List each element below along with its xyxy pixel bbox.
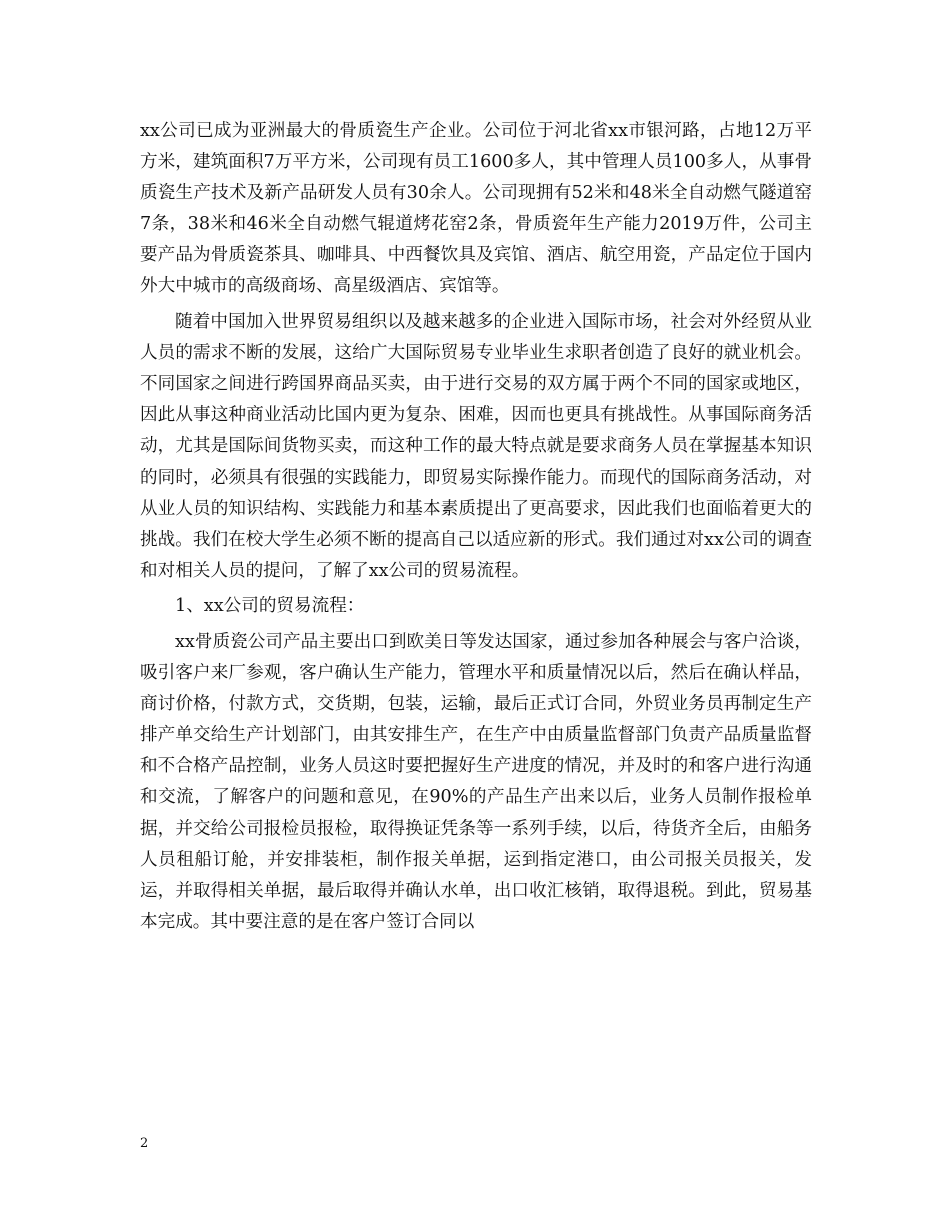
section-heading-trade-process: 1、xx公司的贸易流程：	[175, 596, 365, 617]
paragraph-company-intro: xx公司已成为亚洲最大的骨质瓷生产企业。公司位于河北省xx市银河路，占地12万平方米，建筑面积7万平方米，公司现有员工1600多人，其中管理人员100多人，从事骨质瓷生产技术及新产品研发人员有30余人。公司现拥有52米和48米全自动燃气隧道窑7条，38米和46米全自动燃气辊道烤花窑2条，骨质瓷年生产能力2019万件，公司主要产品为骨质瓷茶具、咖啡具、中西餐饮具及宾馆、酒店、航空用瓷，产品定位于国内外大中城市的高级商场、高星级酒店、宾馆等。	[140, 121, 812, 297]
paragraph-trade-process: xx骨质瓷公司产品主要出口到欧美日等发达国家，通过参加各种展会与客户洽谈，吸引客户来厂参观，客户确认生产能力，管理水平和质量情况以后，然后在确认样品，商讨价格，付款方式，交货期，包装，运输，最后正式订合同，外贸业务员再制定生产排产单交给生产计划部门，由其安排生产，在生产中由质量监督部门负责产品质量监督和不合格产品控制，业务人员这时要把握好生产进度的情况，并及时的和客户进行沟通和交流，了解客户的问题和意见，在90%的产品生产出来以后，业务人员制作报检单据，并交给公司报检员报检，取得换证凭条等一系列手续，以后，待货齐全后，由船务人员租船订舱，并安排装柜，制作报关单据，运到指定港口，由公司报关员报关，发运，并取得相关单据，最后取得并确认水单，出口收汇核销，取得退税。到此，贸易基本完成。其中要注意的是在客户签订合同以	[140, 632, 812, 932]
paragraph-trade-background: 随着中国加入世界贸易组织以及越来越多的企业进入国际市场，社会对外经贸从业人员的需求不断的发展，这给广大国际贸易专业毕业生求职者创造了良好的就业机会。不同国家之间进行跨国界商品买卖，由于进行交易的双方属于两个不同的国家或地区，因此从事这种商业活动比国内更为复杂、困难，因而也更具有挑战性。从事国际商务活动，尤其是国际间货物买卖，而这种工作的最大特点就是要求商务人员在掌握基本知识的同时，必须具有很强的实践能力，即贸易实际操作能力。而现代的国际商务活动，对从业人员的知识结构、实践能力和基本素质提出了更高要求，因此我们也面临着更大的挑战。我们在校大学生必须不断的提高自己以适应新的形式。我们通过对xx公司的调查和对相关人员的提问，了解了xx公司的贸易流程。	[140, 312, 812, 581]
document-body	[140, 116, 812, 942]
page-number: 2	[140, 1136, 149, 1151]
